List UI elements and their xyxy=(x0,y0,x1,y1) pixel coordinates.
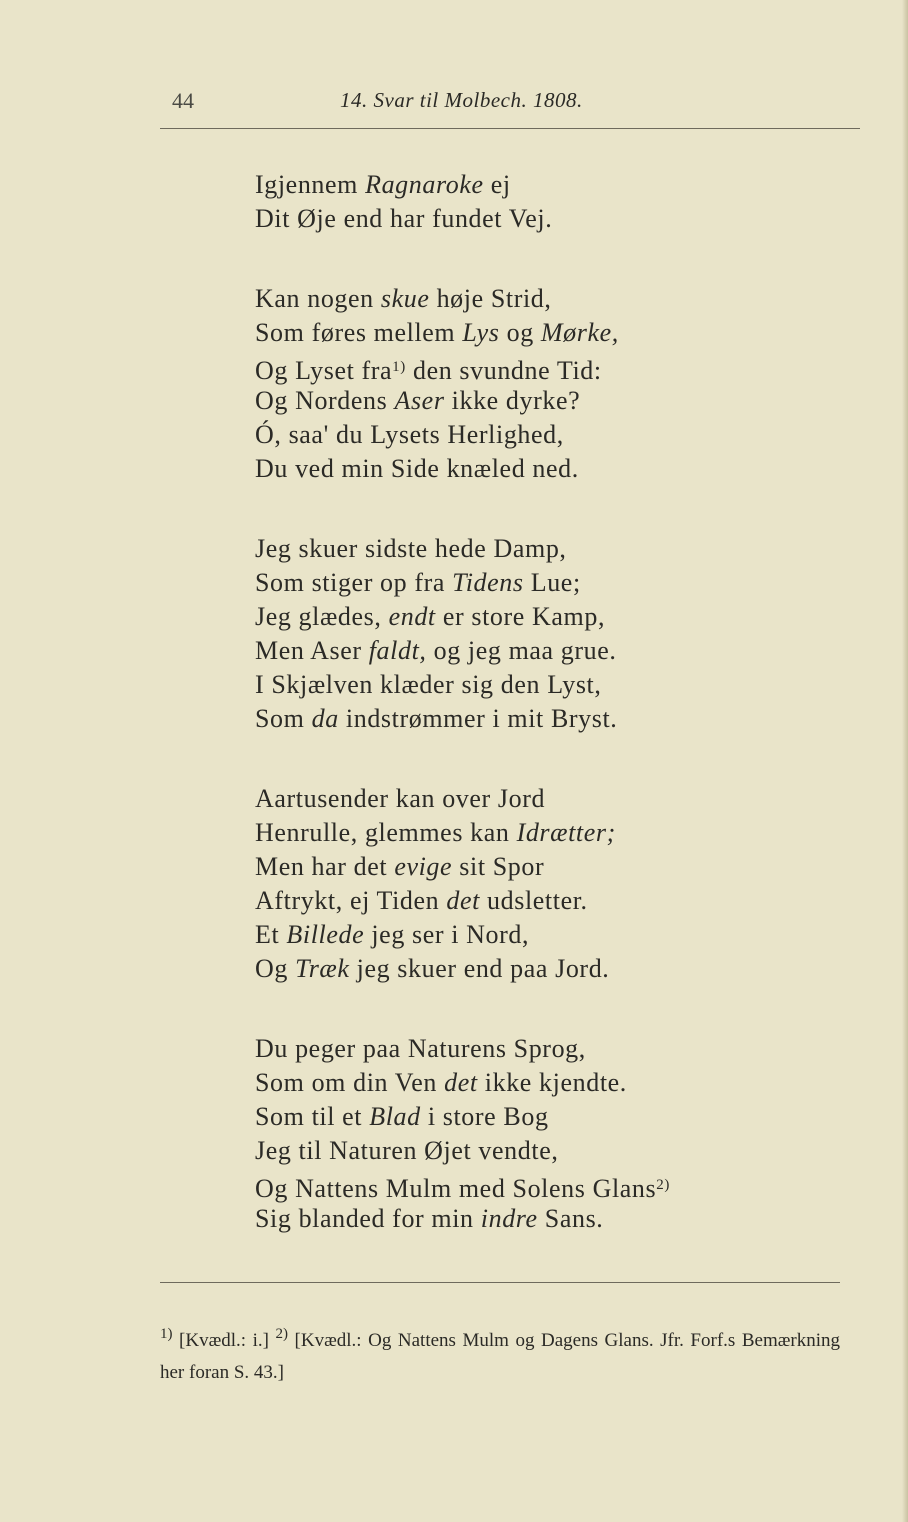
verse-text: er store Kamp, xyxy=(435,602,606,631)
verse-text: den svundne Tid: xyxy=(405,356,602,385)
verse-line xyxy=(255,532,670,566)
verse-line xyxy=(255,202,670,236)
verse-line xyxy=(255,952,670,986)
verse-text: Som til et xyxy=(255,1102,370,1131)
verse-line xyxy=(255,282,670,316)
poem xyxy=(255,168,670,1282)
verse-line xyxy=(255,452,670,486)
italic-text: da xyxy=(311,704,339,733)
verse-line xyxy=(255,1168,670,1202)
footnote-mark-2: 2) xyxy=(275,1326,289,1342)
verse-text: Kan nogen xyxy=(255,284,381,313)
italic-text: det xyxy=(444,1068,478,1097)
verse-line xyxy=(255,418,670,452)
italic-text: faldt, xyxy=(368,636,427,665)
verse-text: jeg ser i Nord, xyxy=(364,920,530,949)
verse-text: Et xyxy=(255,920,287,949)
italic-text: Idrætter; xyxy=(516,818,616,847)
verse-text: Henrulle, glemmes kan xyxy=(255,818,517,847)
verse-line xyxy=(255,884,670,918)
footnote-1: [Kvædl.: i.] xyxy=(172,1330,276,1351)
verse-text: Aftrykt, ej Tiden xyxy=(255,886,447,915)
verse-line xyxy=(255,850,670,884)
stanza xyxy=(255,532,670,736)
verse-text: ikke dyrke? xyxy=(444,386,581,415)
verse-line xyxy=(255,350,670,384)
verse-text: Og Nordens xyxy=(255,386,395,415)
verse-text: og xyxy=(499,318,541,347)
italic-text: det xyxy=(446,886,480,915)
verse-line xyxy=(255,600,670,634)
verse-line xyxy=(255,634,670,668)
verse-text: Som føres mellem xyxy=(255,318,463,347)
verse-text: Men Aser xyxy=(255,636,369,665)
footnote-mark-1: 1) xyxy=(160,1326,173,1342)
verse-text: Jeg til Naturen Øjet vendte, xyxy=(255,1136,559,1165)
verse-text: Sans. xyxy=(537,1204,604,1233)
italic-text: endt xyxy=(388,602,436,631)
running-title: 14. Svar til Molbech. 1808. xyxy=(340,88,583,112)
verse-text: Sig blanded for min xyxy=(255,1204,481,1233)
verse-text: jeg skuer end paa Jord. xyxy=(349,954,610,983)
verse-line xyxy=(255,816,670,850)
verse-line xyxy=(255,566,670,600)
verse-line xyxy=(255,918,670,952)
italic-text: Mørke, xyxy=(540,318,619,347)
verse-text: sit Spor xyxy=(452,852,545,881)
verse-text: og jeg maa grue. xyxy=(426,636,617,665)
verse-text: ej xyxy=(483,170,511,199)
italic-text: Træk xyxy=(295,954,350,983)
page-edge xyxy=(902,0,908,1522)
footnote-reference: 2) xyxy=(656,1177,670,1193)
verse-text: høje Strid, xyxy=(429,284,552,313)
italic-text: Ragnaroke xyxy=(365,170,484,199)
italic-text: Aser xyxy=(394,386,445,415)
verse-text: Lue; xyxy=(523,568,581,597)
verse-line xyxy=(255,782,670,816)
verse-text: Du ved min Side knæled ned. xyxy=(255,454,579,483)
verse-text: Men har det xyxy=(255,852,395,881)
verse-text: Og xyxy=(255,954,296,983)
stanza xyxy=(255,782,670,986)
verse-text: i store Bog xyxy=(420,1102,549,1131)
verse-text: Aartusender kan over Jord xyxy=(255,784,546,813)
italic-text: Billede xyxy=(286,920,365,949)
italic-text: evige xyxy=(394,852,453,881)
verse-line xyxy=(255,168,670,202)
verse-text: Dit Øje end har fundet Vej. xyxy=(255,204,553,233)
footnote-2: [Kvædl.: Og Nattens Mulm og Dagens Glans. Jfr. Forf.s Bemærkning her foran S. 43.] xyxy=(160,1330,841,1383)
verse-line xyxy=(255,1032,670,1066)
verse-line xyxy=(255,316,670,350)
stanza xyxy=(255,168,670,236)
italic-text: indre xyxy=(480,1204,538,1233)
verse-line xyxy=(255,384,670,418)
verse-text: indstrømmer i mit Bryst. xyxy=(338,704,618,733)
verse-line xyxy=(255,1100,670,1134)
verse-text: udsletter. xyxy=(479,886,588,915)
verse-text: ikke kjendte. xyxy=(477,1068,627,1097)
verse-line xyxy=(255,702,670,736)
verse-text: Jeg glædes, xyxy=(255,602,389,631)
italic-text: Blad xyxy=(369,1102,421,1131)
verse-text: Ó, saa' du Lysets Herlighed, xyxy=(255,420,564,449)
verse-text: Som stiger op fra xyxy=(255,568,453,597)
stanza xyxy=(255,282,670,486)
verse-text: Som xyxy=(255,704,312,733)
verse-line xyxy=(255,1066,670,1100)
italic-text: Lys xyxy=(462,318,500,347)
verse-text: Og Lyset fra xyxy=(255,356,393,385)
footnote-reference: 1) xyxy=(392,359,406,375)
verse-text: Og Nattens Mulm med Solens Glans xyxy=(255,1174,657,1203)
italic-text: Tidens xyxy=(452,568,524,597)
footnotes xyxy=(160,1318,840,1389)
italic-text: skue xyxy=(380,284,430,313)
page-number: 44 xyxy=(172,88,194,113)
verse-line xyxy=(255,1134,670,1168)
verse-line xyxy=(255,668,670,702)
verse-text: Du peger paa Naturens Sprog, xyxy=(255,1034,586,1063)
verse-text: Jeg skuer sidste hede Damp, xyxy=(255,534,567,563)
verse-text: I Skjælven klæder sig den Lyst, xyxy=(255,670,602,699)
verse-line xyxy=(255,1202,670,1236)
stanza xyxy=(255,1032,670,1236)
footnote-rule xyxy=(160,1282,840,1283)
verse-text: Igjennem xyxy=(255,170,366,199)
verse-text: Som om din Ven xyxy=(255,1068,445,1097)
header-rule xyxy=(160,128,860,129)
